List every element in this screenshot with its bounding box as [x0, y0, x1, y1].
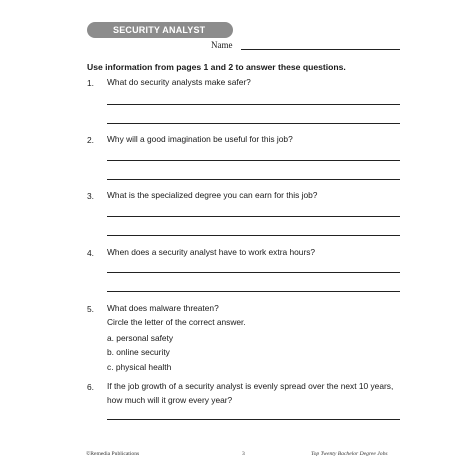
footer-publisher: ©Remedia Publications — [86, 451, 140, 457]
instructions: Use information from pages 1 and 2 to answer these questions. — [87, 62, 346, 72]
name-answer-line[interactable] — [241, 49, 400, 50]
question-3-answer-line-2[interactable] — [107, 235, 400, 236]
question-1-number: 1. — [87, 78, 94, 88]
question-2-text: Why will a good imagination be useful for this job? — [107, 134, 293, 144]
question-4-answer-line-2[interactable] — [107, 291, 400, 292]
question-1-answer-line-1[interactable] — [107, 104, 400, 105]
question-2-answer-line-2[interactable] — [107, 179, 400, 180]
page-title-banner: SECURITY ANALYST — [87, 22, 233, 38]
question-1-text: What do security analysts make safer? — [107, 77, 251, 87]
question-4-text: When does a security analyst have to work extra hours? — [107, 247, 316, 257]
question-3-number: 3. — [87, 191, 94, 201]
question-5-option-c[interactable]: c. physical health — [107, 362, 172, 372]
question-2-number: 2. — [87, 135, 94, 145]
question-5-option-b[interactable]: b. online security — [107, 347, 170, 357]
name-label: Name — [211, 40, 233, 50]
question-5-number: 5. — [87, 304, 94, 314]
question-6-text-line-2: how much will it grow every year? — [107, 395, 233, 405]
question-5-text: What does malware threaten? — [107, 303, 219, 313]
question-5-instruction: Circle the letter of the correct answer. — [107, 317, 246, 327]
question-4-number: 4. — [87, 248, 94, 258]
question-6-answer-line[interactable] — [107, 419, 400, 420]
question-2-answer-line-1[interactable] — [107, 160, 400, 161]
question-6-number: 6. — [87, 382, 94, 392]
footer-page-number: 3 — [242, 451, 245, 457]
footer-book-title: Top Twenty Bachelor Degree Jobs — [311, 451, 388, 457]
question-4-answer-line-1[interactable] — [107, 272, 400, 273]
question-3-answer-line-1[interactable] — [107, 216, 400, 217]
question-1-answer-line-2[interactable] — [107, 123, 400, 124]
question-6-text-line-1: If the job growth of a security analyst is evenly spread over the next 10 years, — [107, 381, 394, 391]
question-5-option-a[interactable]: a. personal safety — [107, 333, 174, 343]
question-3-text: What is the specialized degree you can earn for this job? — [107, 190, 318, 200]
